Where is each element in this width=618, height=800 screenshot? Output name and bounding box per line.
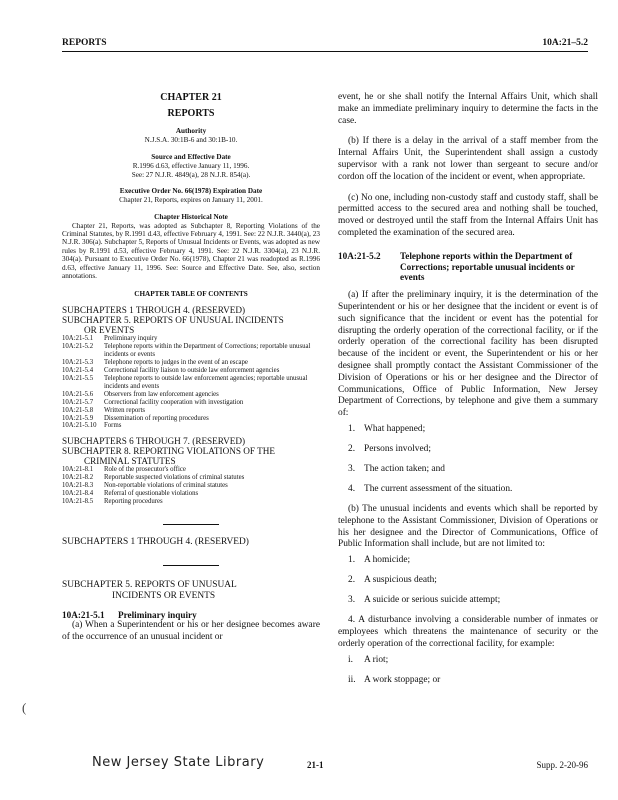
paragraph-5-1-a: (a) When a Superintendent or his or her designee becomes aware of the occurrence of an unusual incident or — [62, 620, 320, 643]
list-item-marker: 3. — [348, 595, 356, 606]
list-item-text: A riot; — [364, 654, 389, 665]
paragraph-5-2-a: (a) If after the preliminary inquiry, it is the determination of the Superintendent or his or her designee that the incident or event is of such significance that the incident or event has the potential for disrupting the orderly operation of the correctional facility, or if the orderly operation of the correctional facility has been disrupted because of the incident or event, the Superintendent or his or her designee shall promptly contact the Assistant Commissioner of the Division of Operations or his or her designee and the Director of Communications, Office of Public Information, New Jersey Department of Corrections, by telephone and give them a summary of: — [338, 290, 598, 419]
section-title: Preliminary inquiry — [118, 609, 197, 620]
toc-entry-title: Correctional facility liaison to outside law enforcement agencies — [104, 367, 280, 375]
section-5-1-heading — [62, 610, 320, 621]
history-text: Chapter 21, Reports, was adopted as Subchapter 8, Reporting Violations of the Criminal Statutes, by R.1991 d.43, effective February 4, 1991. See: 22 N.J.R. 3440(a), 23 N.J.R. 306(a). Subchapter 5, Reports of Unusual Incidents or Events, was adopted as new rules by R.1991 d.53, effective February 4, 1991. See: 22 N.J.R. 3304(a), 23 N.J.R. 304(a). Pursuant to Executive Order No. 66(1978), Chapter 21 was readopted as R.1996 d.63, effective January 11, 1996. See: Source and Effective Date. See, also, section annotations. — [62, 221, 320, 281]
toc-entry-title: Correctional facility cooperation with investigation — [104, 398, 244, 406]
toc-entry-title: Telephone reports within the Department of Corrections; reportable unusual incidents or events — [104, 343, 311, 359]
toc-entry-number: 10A:21-5.4 — [62, 367, 94, 375]
toc-list-8 — [62, 466, 320, 506]
toc-entry-number: 10A:21-5.10 — [62, 422, 97, 430]
authority-label: Authority — [175, 127, 207, 135]
section-number: 10A:21-5.1 — [62, 609, 105, 620]
header-section: 10A:21–5.2 — [542, 38, 588, 48]
toc-label: CHAPTER TABLE OF CONTENTS — [134, 290, 248, 299]
subchapters-reserved-heading: SUBCHAPTERS 1 THROUGH 4. (RESERVED) — [62, 536, 249, 547]
toc-entry — [62, 415, 320, 423]
toc-entry-title: Telephone reports to judges in the event of an escape — [104, 359, 248, 367]
toc-entry-number: 10A:21-8.2 — [62, 474, 94, 482]
right-column — [338, 92, 598, 695]
toc-subchapters-1-4: SUBCHAPTERS 1 THROUGH 4. (RESERVED) — [62, 305, 246, 316]
incident-list — [338, 555, 598, 606]
toc-entry — [62, 399, 320, 407]
divider — [163, 565, 219, 566]
toc-entry-title: Preliminary inquiry — [104, 335, 158, 343]
divider — [163, 524, 219, 525]
toc-subchapter-8-cont: CRIMINAL STATUTES — [84, 456, 176, 467]
toc-entry-title: Reporting procedures — [104, 497, 163, 505]
toc-entry-number: 10A:21-5.6 — [62, 390, 94, 398]
toc-entry-number: 10A:21-5.2 — [62, 343, 94, 351]
toc-entry-number: 10A:21-5.7 — [62, 398, 94, 406]
toc-entry-title: Role of the prosecutor's office — [104, 466, 186, 474]
toc-entry — [62, 490, 320, 498]
toc-entry-title: Forms — [104, 422, 122, 430]
list-item-marker: 2. — [348, 575, 356, 586]
toc-entry — [62, 391, 320, 399]
source-text-2: See: 27 N.J.R. 4849(a), 28 N.J.R. 854(a). — [131, 170, 251, 179]
list-item-marker: 1. — [348, 423, 356, 434]
toc-subchapter-5: SUBCHAPTER 5. REPORTS OF UNUSUAL INCIDENTS — [62, 315, 284, 326]
toc-entry-number: 10A:21-8.1 — [62, 466, 94, 474]
source-label: Source and Effective Date — [151, 153, 231, 162]
toc-entry — [62, 335, 320, 343]
incident-item-4: 4. A disturbance involving a considerable number of inmates or employees which threatens the maintenance of security or the orderly operation of the correctional facility, for example: — [338, 615, 598, 649]
toc-entry — [62, 474, 320, 482]
toc-entry-title: Reportable suspected violations of criminal statutes — [104, 474, 245, 482]
toc-entry-title: Written reports — [104, 406, 146, 414]
paragraph-5-1-b: (b) If there is a delay in the arrival of a staff member from the Internal Affairs Unit, the Superintendent shall assign a custody supervisor with a rank not lower than sergeant to secure and/or cordon off the location of the incident or event, when appropriate. — [338, 136, 598, 182]
toc-entry-number: 10A:21-5.9 — [62, 414, 94, 422]
exec-order-text: Chapter 21, Reports, expires on January 11, 2001. — [119, 196, 263, 205]
toc-entry-number: 10A:21-5.8 — [62, 406, 94, 414]
list-item — [338, 464, 598, 475]
toc-entry-title: Telephone reports to outside law enforcement agencies; reportable unusual incidents and events — [104, 375, 308, 390]
section-5-2-heading — [338, 251, 598, 283]
chapter-title: REPORTS — [167, 108, 215, 119]
subchapter-5-heading: SUBCHAPTER 5. REPORTS OF UNUSUAL — [62, 580, 237, 591]
toc-entry — [62, 422, 320, 430]
paragraph-5-1-a-cont: event, he or she shall notify the Internal Affairs Unit, which shall make an immediate preliminary inquiry to determine the facts in the case. — [338, 92, 598, 126]
page-number: 21-1 — [307, 760, 324, 770]
section-title: Telephone reports within the Department of Corrections; reportable unusual incidents or events — [400, 250, 575, 283]
list-item-text: The current assessment of the situation. — [364, 483, 513, 494]
header-rule — [62, 51, 588, 52]
toc-subchapter-8: SUBCHAPTER 8. REPORTING VIOLATIONS OF THE — [62, 446, 275, 457]
toc-entry — [62, 498, 320, 506]
disturbance-list — [338, 655, 598, 686]
authority-text: N.J.S.A. 30:1B-6 and 30:1B-10. — [144, 136, 238, 144]
toc-entry-number: 10A:21-5.1 — [62, 335, 94, 343]
list-item-text: Persons involved; — [364, 443, 431, 454]
source-text-1: R.1996 d.63, effective January 11, 1996. — [132, 162, 250, 171]
list-item — [338, 484, 598, 495]
summary-list — [338, 424, 598, 495]
chapter-number: CHAPTER 21 — [160, 92, 222, 103]
toc-entry-number: 10A:21-8.3 — [62, 482, 94, 490]
list-item-marker: 3. — [348, 463, 356, 474]
list-item-marker: 2. — [348, 443, 356, 454]
list-item-marker: ii. — [348, 674, 356, 685]
list-item-marker: 4. — [348, 483, 356, 494]
exec-order-label: Executive Order No. 66(1978) Expiration Date — [119, 187, 263, 196]
toc-entry — [62, 407, 320, 415]
toc-subchapters-6-7: SUBCHAPTERS 6 THROUGH 7. (RESERVED) — [62, 436, 246, 447]
toc-entry — [62, 367, 320, 375]
list-item-text: A homicide; — [364, 555, 411, 566]
margin-mark: ( — [22, 700, 27, 715]
toc-entry — [62, 375, 320, 391]
paragraph-5-1-c: (c) No one, including non-custody staff and custody staff, shall be permitted access to the secured area and nothing shall be touched, moved or destroyed until the staff from the Internal Affairs Unit has completed the examination of the secured area. — [338, 192, 598, 238]
toc-entry — [62, 482, 320, 490]
toc-entry-number: 10A:21-5.5 — [62, 375, 94, 382]
paragraph-5-2-b: (b) The unusual incidents and events which shall be reported by telephone to the Assistant Commissioner, Division of Operations or his her designee and the Director of Communications, Office of Public Information shall include, but are not limited to: — [338, 503, 598, 550]
list-item-text: A suicide or serious suicide attempt; — [364, 595, 501, 606]
left-column — [62, 92, 320, 644]
list-item-marker: 1. — [348, 555, 356, 566]
toc-entry-number: 10A:21-5.3 — [62, 359, 94, 367]
toc-list-5 — [62, 335, 320, 430]
toc-entry-title: Referral of questionable violations — [104, 490, 199, 498]
list-item — [338, 675, 598, 686]
toc-entry-number: 10A:21-8.5 — [62, 497, 94, 505]
header-title: REPORTS — [62, 38, 107, 48]
list-item — [338, 575, 598, 586]
toc-entry-title: Observers from law enforcement agencies — [104, 390, 219, 398]
toc-entry — [62, 359, 320, 367]
list-item — [338, 444, 598, 455]
toc-entry-title: Dissemination of reporting procedures — [104, 414, 209, 422]
toc-entry — [62, 466, 320, 474]
list-item-text: A work stoppage; or — [364, 674, 441, 685]
list-item — [338, 555, 598, 566]
toc-entry-title: Non-reportable violations of criminal statutes — [104, 482, 228, 490]
toc-entry-number: 10A:21-8.4 — [62, 490, 94, 498]
list-item-text: What happened; — [364, 423, 426, 434]
list-item — [338, 595, 598, 606]
list-item-text: A suspicious death; — [364, 575, 437, 586]
list-item — [338, 424, 598, 435]
library-stamp: New Jersey State Library — [92, 755, 265, 770]
list-item-marker: i. — [348, 654, 353, 665]
history-label: Chapter Historical Note — [154, 212, 228, 221]
toc-entry — [62, 343, 320, 359]
toc-subchapter-5-cont: OR EVENTS — [84, 325, 135, 336]
list-item-text: The action taken; and — [364, 463, 445, 474]
subchapter-5-heading-cont: INCIDENTS OR EVENTS — [112, 591, 216, 602]
list-item — [338, 655, 598, 666]
section-number: 10A:21-5.2 — [338, 250, 381, 261]
running-header — [62, 38, 588, 50]
supplement-date: Supp. 2-20-96 — [536, 760, 588, 770]
